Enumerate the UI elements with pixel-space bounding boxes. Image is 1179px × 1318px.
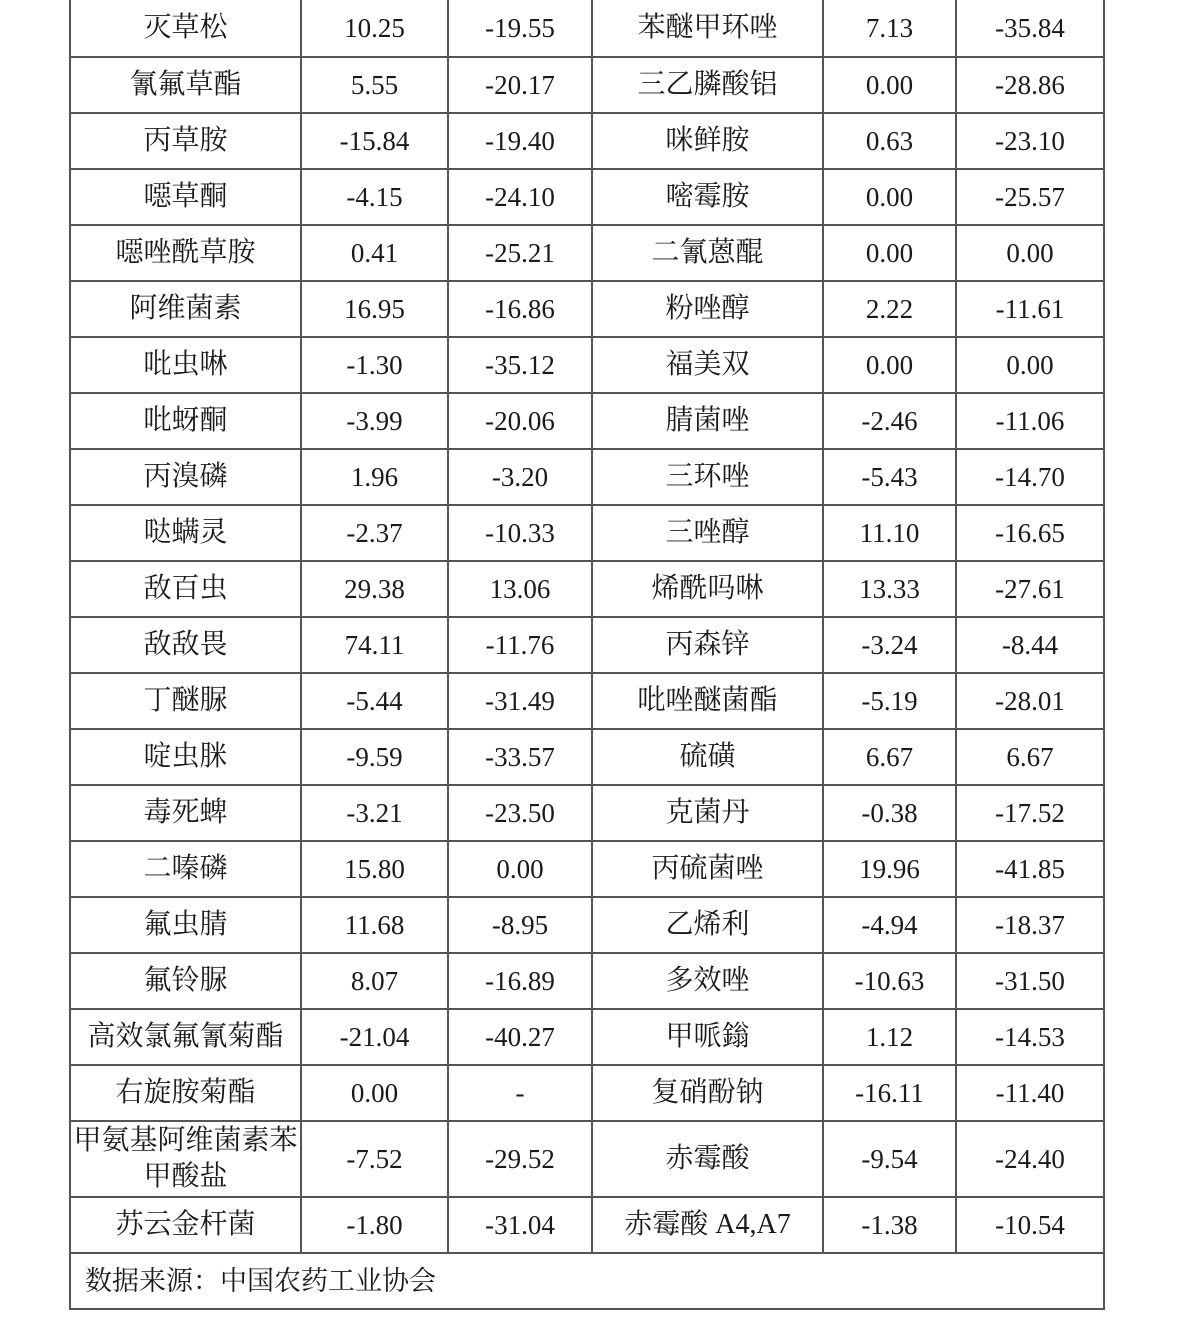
product-name-right: 苯醚甲环唑	[592, 0, 823, 57]
value-right-2: -8.44	[956, 617, 1104, 673]
value-right-1: 7.13	[823, 0, 956, 57]
table-row	[70, 561, 1104, 617]
value-right-2: -16.65	[956, 505, 1104, 561]
value-left-2: -3.20	[448, 449, 592, 505]
value-right-2: -28.01	[956, 673, 1104, 729]
value-right-2: -14.53	[956, 1009, 1104, 1065]
source-note: 数据来源：中国农药工业协会	[70, 1253, 1104, 1309]
value-left-1: 0.00	[301, 1065, 448, 1121]
value-right-1: 0.00	[823, 225, 956, 281]
value-right-2: -28.86	[956, 57, 1104, 113]
value-left-1: -9.59	[301, 729, 448, 785]
value-left-2: -24.10	[448, 169, 592, 225]
value-right-2: -41.85	[956, 841, 1104, 897]
product-name-right: 丙森锌	[592, 617, 823, 673]
product-name-left: 丙草胺	[70, 113, 301, 169]
table-row	[70, 729, 1104, 785]
table-row	[70, 1065, 1104, 1121]
product-name-right: 赤霉酸	[592, 1121, 823, 1197]
product-name-left: 氰氟草酯	[70, 57, 301, 113]
value-left-1: 29.38	[301, 561, 448, 617]
table-row	[70, 393, 1104, 449]
value-left-2: -33.57	[448, 729, 592, 785]
value-left-1: -5.44	[301, 673, 448, 729]
product-name-left: 啶虫脒	[70, 729, 301, 785]
product-name-left: 噁唑酰草胺	[70, 225, 301, 281]
product-name-right: 多效唑	[592, 953, 823, 1009]
product-name-right: 三乙膦酸铝	[592, 57, 823, 113]
pesticide-price-change-table	[69, 0, 1105, 1310]
value-right-1: -3.24	[823, 617, 956, 673]
product-name-left: 二嗪磷	[70, 841, 301, 897]
value-right-1: 0.00	[823, 337, 956, 393]
table-row	[70, 0, 1104, 57]
value-left-2: -19.55	[448, 0, 592, 57]
product-name-right: 克菌丹	[592, 785, 823, 841]
value-left-2: -31.49	[448, 673, 592, 729]
value-right-2: -31.50	[956, 953, 1104, 1009]
table-row	[70, 897, 1104, 953]
value-left-1: 74.11	[301, 617, 448, 673]
product-name-left: 敌敌畏	[70, 617, 301, 673]
product-name-left: 高效氯氟氰菊酯	[70, 1009, 301, 1065]
table-row	[70, 841, 1104, 897]
value-right-1: 13.33	[823, 561, 956, 617]
value-right-1: 11.10	[823, 505, 956, 561]
value-right-1: 19.96	[823, 841, 956, 897]
product-name-right: 硫磺	[592, 729, 823, 785]
value-right-2: 6.67	[956, 729, 1104, 785]
value-right-2: -11.06	[956, 393, 1104, 449]
value-right-2: -17.52	[956, 785, 1104, 841]
table-row	[70, 113, 1104, 169]
value-right-2: -35.84	[956, 0, 1104, 57]
value-left-2: -29.52	[448, 1121, 592, 1197]
product-name-right: 乙烯利	[592, 897, 823, 953]
table-row	[70, 169, 1104, 225]
product-name-right: 赤霉酸 A4,A7	[592, 1197, 823, 1253]
value-right-1: 2.22	[823, 281, 956, 337]
product-name-left: 灭草松	[70, 0, 301, 57]
value-right-1: 0.00	[823, 169, 956, 225]
product-name-left: 吡虫啉	[70, 337, 301, 393]
value-left-1: 5.55	[301, 57, 448, 113]
product-name-right: 福美双	[592, 337, 823, 393]
value-right-2: -24.40	[956, 1121, 1104, 1197]
value-left-2: 0.00	[448, 841, 592, 897]
value-left-1: -1.80	[301, 1197, 448, 1253]
table-row	[70, 1009, 1104, 1065]
value-right-2: -23.10	[956, 113, 1104, 169]
value-left-2: -20.06	[448, 393, 592, 449]
value-left-2: -	[448, 1065, 592, 1121]
value-left-2: -20.17	[448, 57, 592, 113]
product-name-left: 甲氨基阿维菌素苯甲酸盐	[70, 1121, 301, 1197]
value-left-2: -31.04	[448, 1197, 592, 1253]
table-page	[69, 0, 1103, 1310]
value-right-1: -16.11	[823, 1065, 956, 1121]
product-name-right: 二氰蒽醌	[592, 225, 823, 281]
table-row	[70, 1121, 1104, 1197]
table-row	[70, 449, 1104, 505]
value-right-1: -5.43	[823, 449, 956, 505]
product-name-right: 腈菌唑	[592, 393, 823, 449]
product-name-right: 吡唑醚菌酯	[592, 673, 823, 729]
value-left-1: 1.96	[301, 449, 448, 505]
table-row	[70, 953, 1104, 1009]
table-row	[70, 505, 1104, 561]
value-left-2: 13.06	[448, 561, 592, 617]
product-name-left: 氟铃脲	[70, 953, 301, 1009]
value-left-1: 15.80	[301, 841, 448, 897]
table-row	[70, 785, 1104, 841]
product-name-right: 三环唑	[592, 449, 823, 505]
product-name-right: 嘧霉胺	[592, 169, 823, 225]
value-right-2: -11.61	[956, 281, 1104, 337]
value-left-1: -2.37	[301, 505, 448, 561]
product-name-left: 噁草酮	[70, 169, 301, 225]
value-left-1: -3.99	[301, 393, 448, 449]
value-right-1: 0.63	[823, 113, 956, 169]
value-left-2: -19.40	[448, 113, 592, 169]
value-left-1: 8.07	[301, 953, 448, 1009]
product-name-left: 丁醚脲	[70, 673, 301, 729]
value-left-1: 16.95	[301, 281, 448, 337]
product-name-right: 粉唑醇	[592, 281, 823, 337]
value-left-2: -35.12	[448, 337, 592, 393]
table-row	[70, 617, 1104, 673]
value-right-2: 0.00	[956, 337, 1104, 393]
value-right-1: 0.00	[823, 57, 956, 113]
value-right-1: -10.63	[823, 953, 956, 1009]
value-right-2: 0.00	[956, 225, 1104, 281]
value-left-2: -25.21	[448, 225, 592, 281]
table-row	[70, 225, 1104, 281]
product-name-left: 敌百虫	[70, 561, 301, 617]
value-right-1: -5.19	[823, 673, 956, 729]
value-left-2: -10.33	[448, 505, 592, 561]
product-name-right: 烯酰吗啉	[592, 561, 823, 617]
product-name-left: 丙溴磷	[70, 449, 301, 505]
table-row	[70, 673, 1104, 729]
table-row	[70, 337, 1104, 393]
product-name-right: 甲哌鎓	[592, 1009, 823, 1065]
source-note-row	[70, 1253, 1104, 1309]
product-name-right: 咪鲜胺	[592, 113, 823, 169]
value-right-2: -27.61	[956, 561, 1104, 617]
value-left-1: 10.25	[301, 0, 448, 57]
value-right-1: 6.67	[823, 729, 956, 785]
value-right-1: -0.38	[823, 785, 956, 841]
product-name-left: 氟虫腈	[70, 897, 301, 953]
product-name-left: 哒螨灵	[70, 505, 301, 561]
value-left-2: -8.95	[448, 897, 592, 953]
table-row	[70, 57, 1104, 113]
value-left-2: -40.27	[448, 1009, 592, 1065]
value-left-2: -16.89	[448, 953, 592, 1009]
value-right-2: -10.54	[956, 1197, 1104, 1253]
value-left-1: -7.52	[301, 1121, 448, 1197]
table-row	[70, 1197, 1104, 1253]
product-name-right: 丙硫菌唑	[592, 841, 823, 897]
value-right-1: -4.94	[823, 897, 956, 953]
value-right-1: -1.38	[823, 1197, 956, 1253]
value-left-1: 0.41	[301, 225, 448, 281]
value-right-2: -14.70	[956, 449, 1104, 505]
product-name-right: 三唑醇	[592, 505, 823, 561]
value-left-2: -23.50	[448, 785, 592, 841]
value-left-2: -16.86	[448, 281, 592, 337]
value-right-1: -2.46	[823, 393, 956, 449]
product-name-left: 阿维菌素	[70, 281, 301, 337]
product-name-left: 吡蚜酮	[70, 393, 301, 449]
value-left-1: -21.04	[301, 1009, 448, 1065]
value-right-2: -11.40	[956, 1065, 1104, 1121]
product-name-left: 苏云金杆菌	[70, 1197, 301, 1253]
value-right-2: -18.37	[956, 897, 1104, 953]
value-left-1: -4.15	[301, 169, 448, 225]
value-left-2: -11.76	[448, 617, 592, 673]
product-name-left: 右旋胺菊酯	[70, 1065, 301, 1121]
value-right-2: -25.57	[956, 169, 1104, 225]
table-row	[70, 281, 1104, 337]
value-right-1: -9.54	[823, 1121, 956, 1197]
value-left-1: -3.21	[301, 785, 448, 841]
product-name-right: 复硝酚钠	[592, 1065, 823, 1121]
product-name-left: 毒死蜱	[70, 785, 301, 841]
value-right-1: 1.12	[823, 1009, 956, 1065]
value-left-1: -1.30	[301, 337, 448, 393]
value-left-1: 11.68	[301, 897, 448, 953]
value-left-1: -15.84	[301, 113, 448, 169]
